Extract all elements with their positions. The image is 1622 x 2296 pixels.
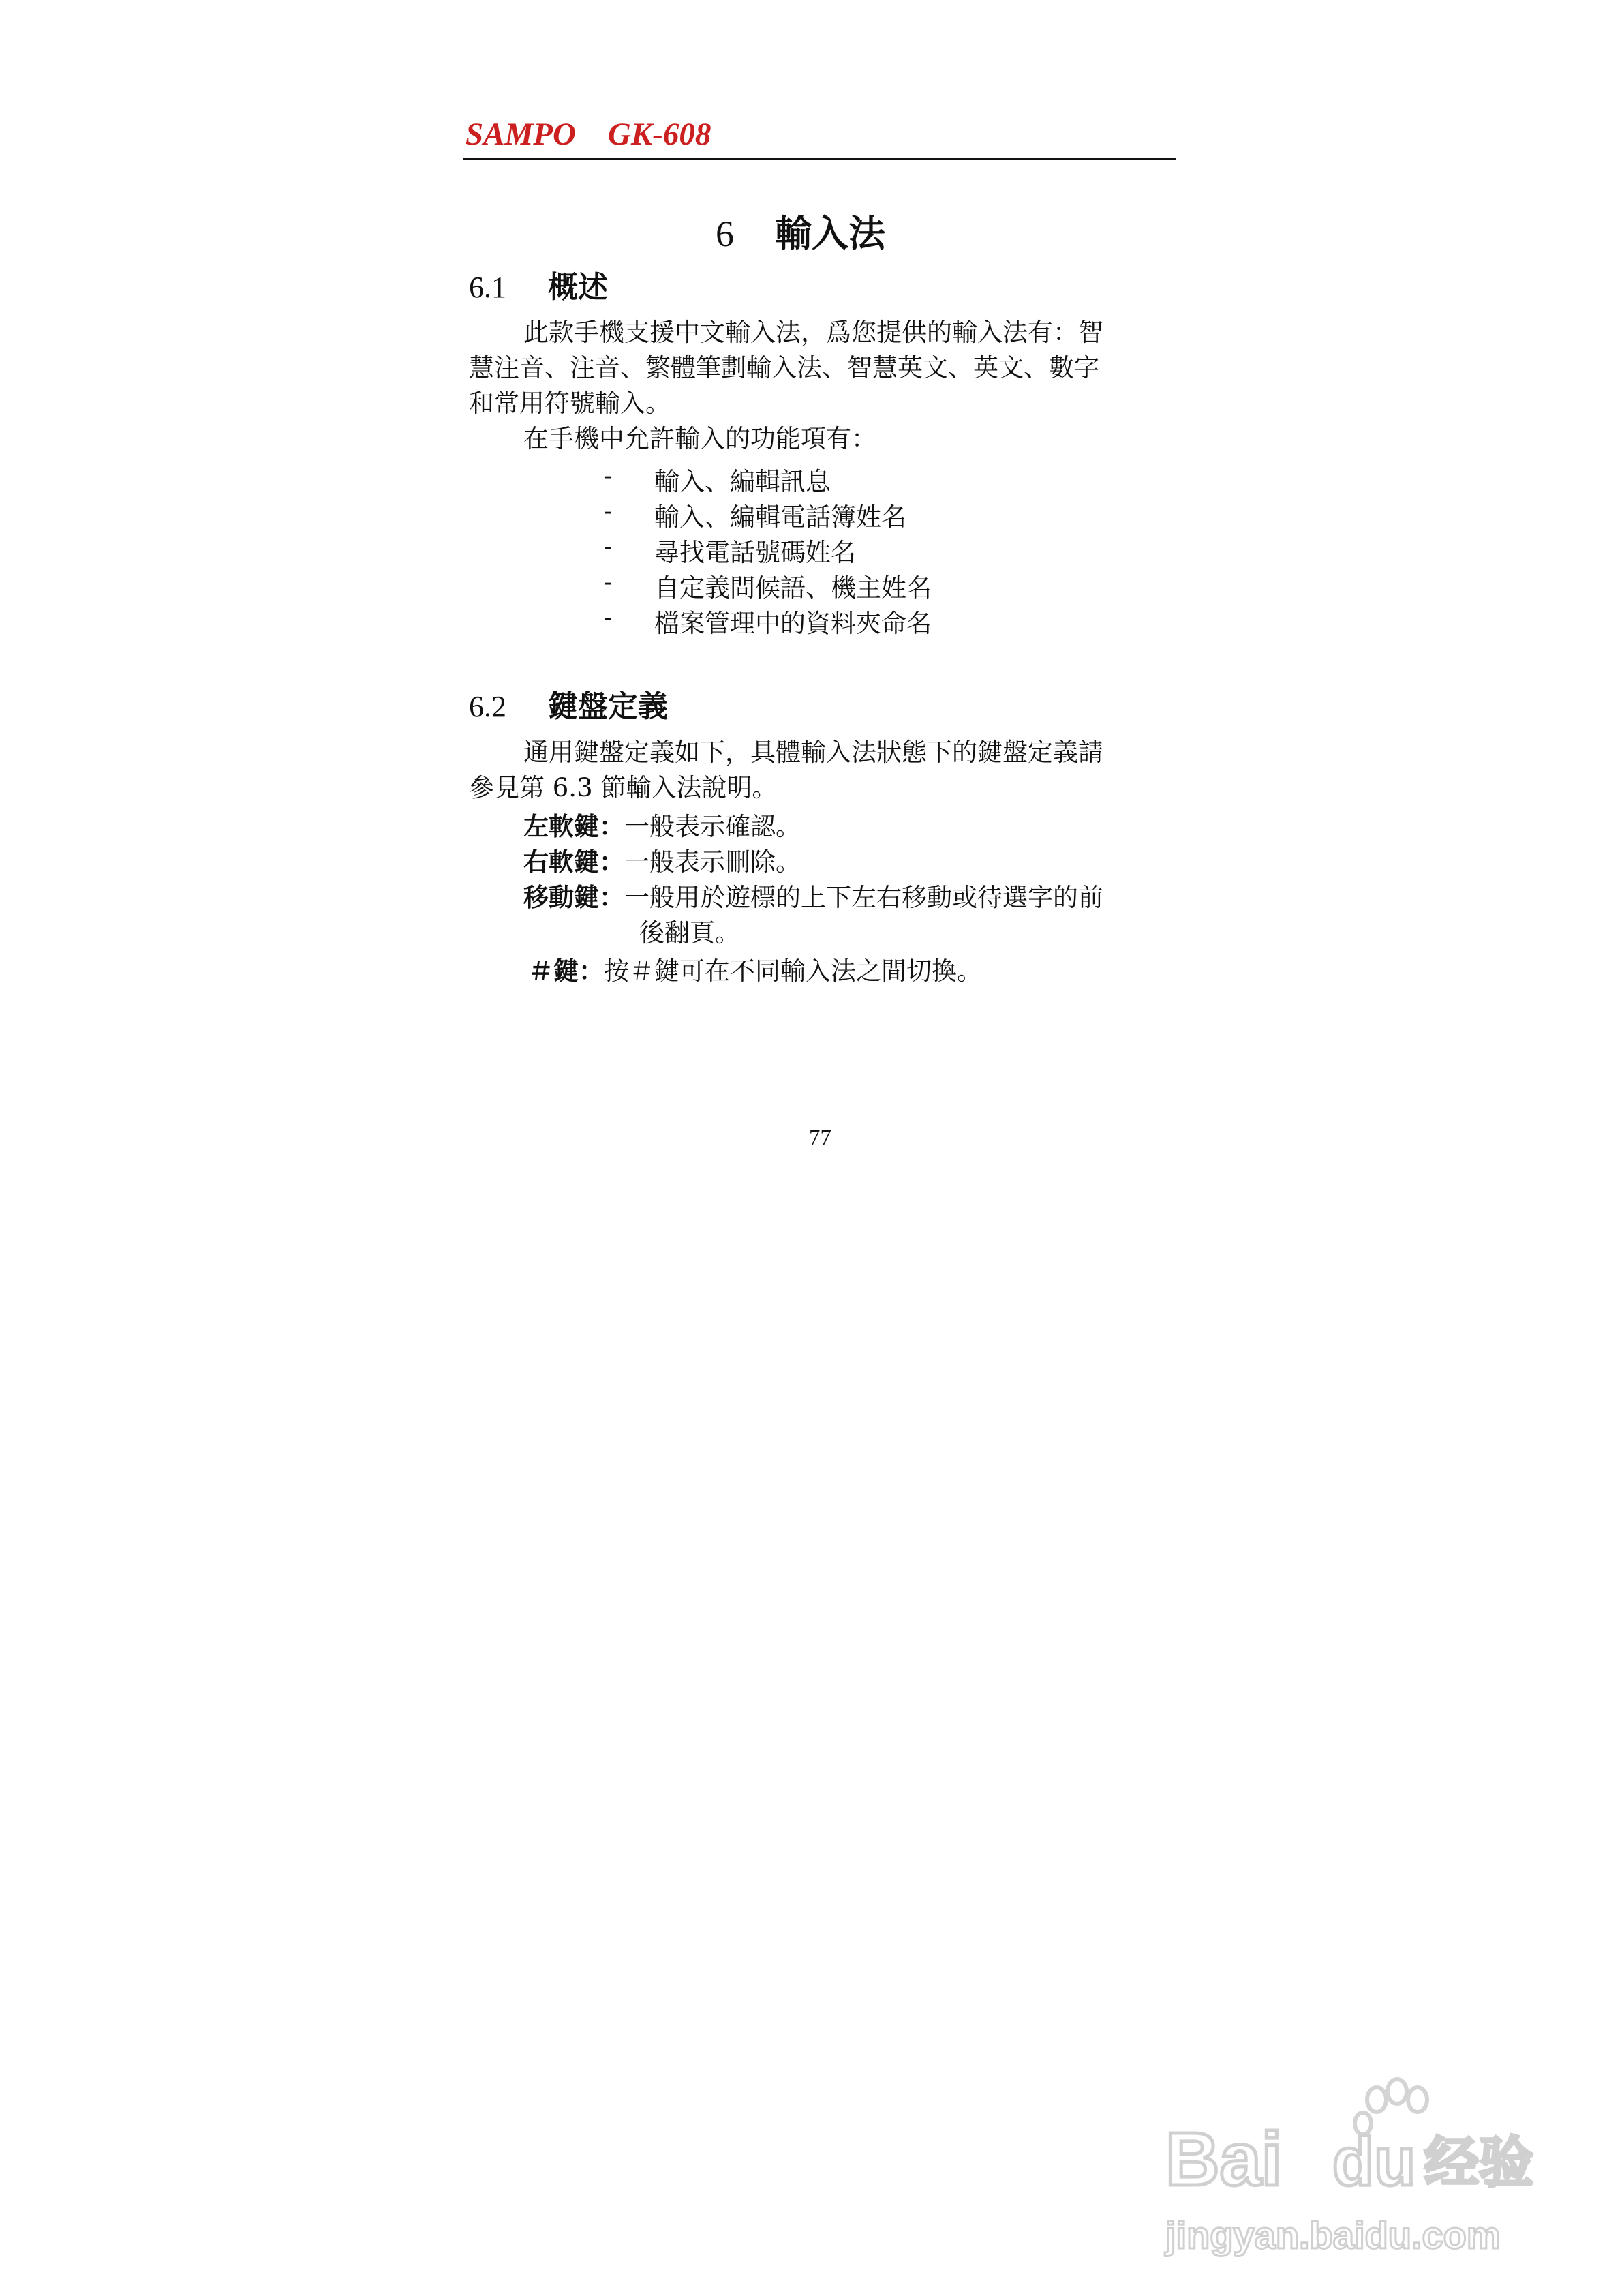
section-number: 6.1	[469, 271, 506, 304]
section-title: 概述	[548, 270, 608, 305]
paragraph-line: 和常用符號輸入。	[469, 389, 671, 418]
key-definition	[523, 806, 801, 843]
baidu-watermark-logo	[1159, 2066, 1540, 2270]
key-name: ＃鍵：	[528, 956, 604, 986]
svg-text:Bai: Bai	[1165, 2117, 1283, 2201]
svg-text:du: du	[1332, 2124, 1416, 2200]
dash-marker: -	[604, 603, 613, 632]
dash-marker: -	[604, 532, 613, 561]
dash-marker: -	[604, 461, 613, 490]
paragraph-line: 通用鍵盤定義如下，具體輸入法狀態下的鍵盤定義請	[523, 738, 1103, 767]
list-intro: 在手機中允許輸入的功能項有：	[523, 424, 876, 453]
key-name: 移動鍵：	[523, 882, 624, 912]
page-number: 77	[809, 1126, 831, 1150]
key-desc-continued: 後翻頁。	[639, 918, 740, 948]
paragraph-line: 此款手機支援中文輸入法，爲您提供的輸入法有：智	[523, 318, 1103, 347]
key-desc: 一般表示確認。	[624, 812, 801, 841]
paragraph-line: 參見第 6.3 節輸入法說明。	[469, 773, 778, 802]
chapter-title-text: 輸入法	[775, 211, 885, 255]
dash-marker: -	[604, 567, 613, 596]
key-definition	[523, 877, 1103, 913]
header-brand: SAMPO GK-608	[465, 117, 711, 152]
chapter-number: 6	[716, 213, 734, 254]
document-page: SAMPO GK-608 6 輸入法 6.1 概述 此款手機支援中文輸入法，爲您提供的輸入法有：智 慧注音、注音、繁體筆劃輸入法、智慧英文、英文、數字 和常用符號輸入。 在手機中允許輸入的功能項有： - 輸入、編輯訊息 - 輸入、編輯電話簿姓名 - 尋找電話號碼姓名 - 自定義問候語、機主姓名 - 檔案管理中的資料夾命名 6.2 鍵盤定義 通用鍵盤定義如下，具體輸入法狀態下的鍵盤定義請 參見第 6.3 節輸入法說明。 左軟鍵：一般表示確認。 右軟鍵：一般表示刪除。 移動鍵：一般用於遊標的上下左右移動或待選字的前 後翻頁。 ＃鍵：按＃鍵可在不同輸入法之間切換。 77 Bai du 经验 jingyan.baidu.com	[0, 0, 1622, 2296]
paragraph-line: 慧注音、注音、繁體筆劃輸入法、智慧英文、英文、數字	[469, 353, 1099, 382]
key-desc: 一般用於遊標的上下左右移動或待選字的前	[624, 883, 1103, 912]
section-heading-6-1	[469, 262, 608, 306]
key-definition	[523, 841, 801, 878]
section-heading-6-2	[469, 682, 668, 725]
key-name: 右軟鍵：	[523, 847, 624, 877]
key-name: 左軟鍵：	[523, 811, 624, 841]
key-desc: 一般表示刪除。	[624, 847, 801, 877]
svg-text:jingyan.baidu.com: jingyan.baidu.com	[1165, 2214, 1501, 2256]
svg-text:经验: 经验	[1424, 2131, 1533, 2194]
section-number: 6.2	[469, 690, 506, 723]
dash-marker: -	[604, 496, 613, 526]
key-definition	[528, 950, 982, 987]
key-desc: 按＃鍵可在不同輸入法之間切換。	[604, 956, 982, 986]
header-rule	[463, 158, 1176, 160]
section-title: 鍵盤定義	[548, 689, 668, 724]
chapter-title	[716, 205, 885, 257]
